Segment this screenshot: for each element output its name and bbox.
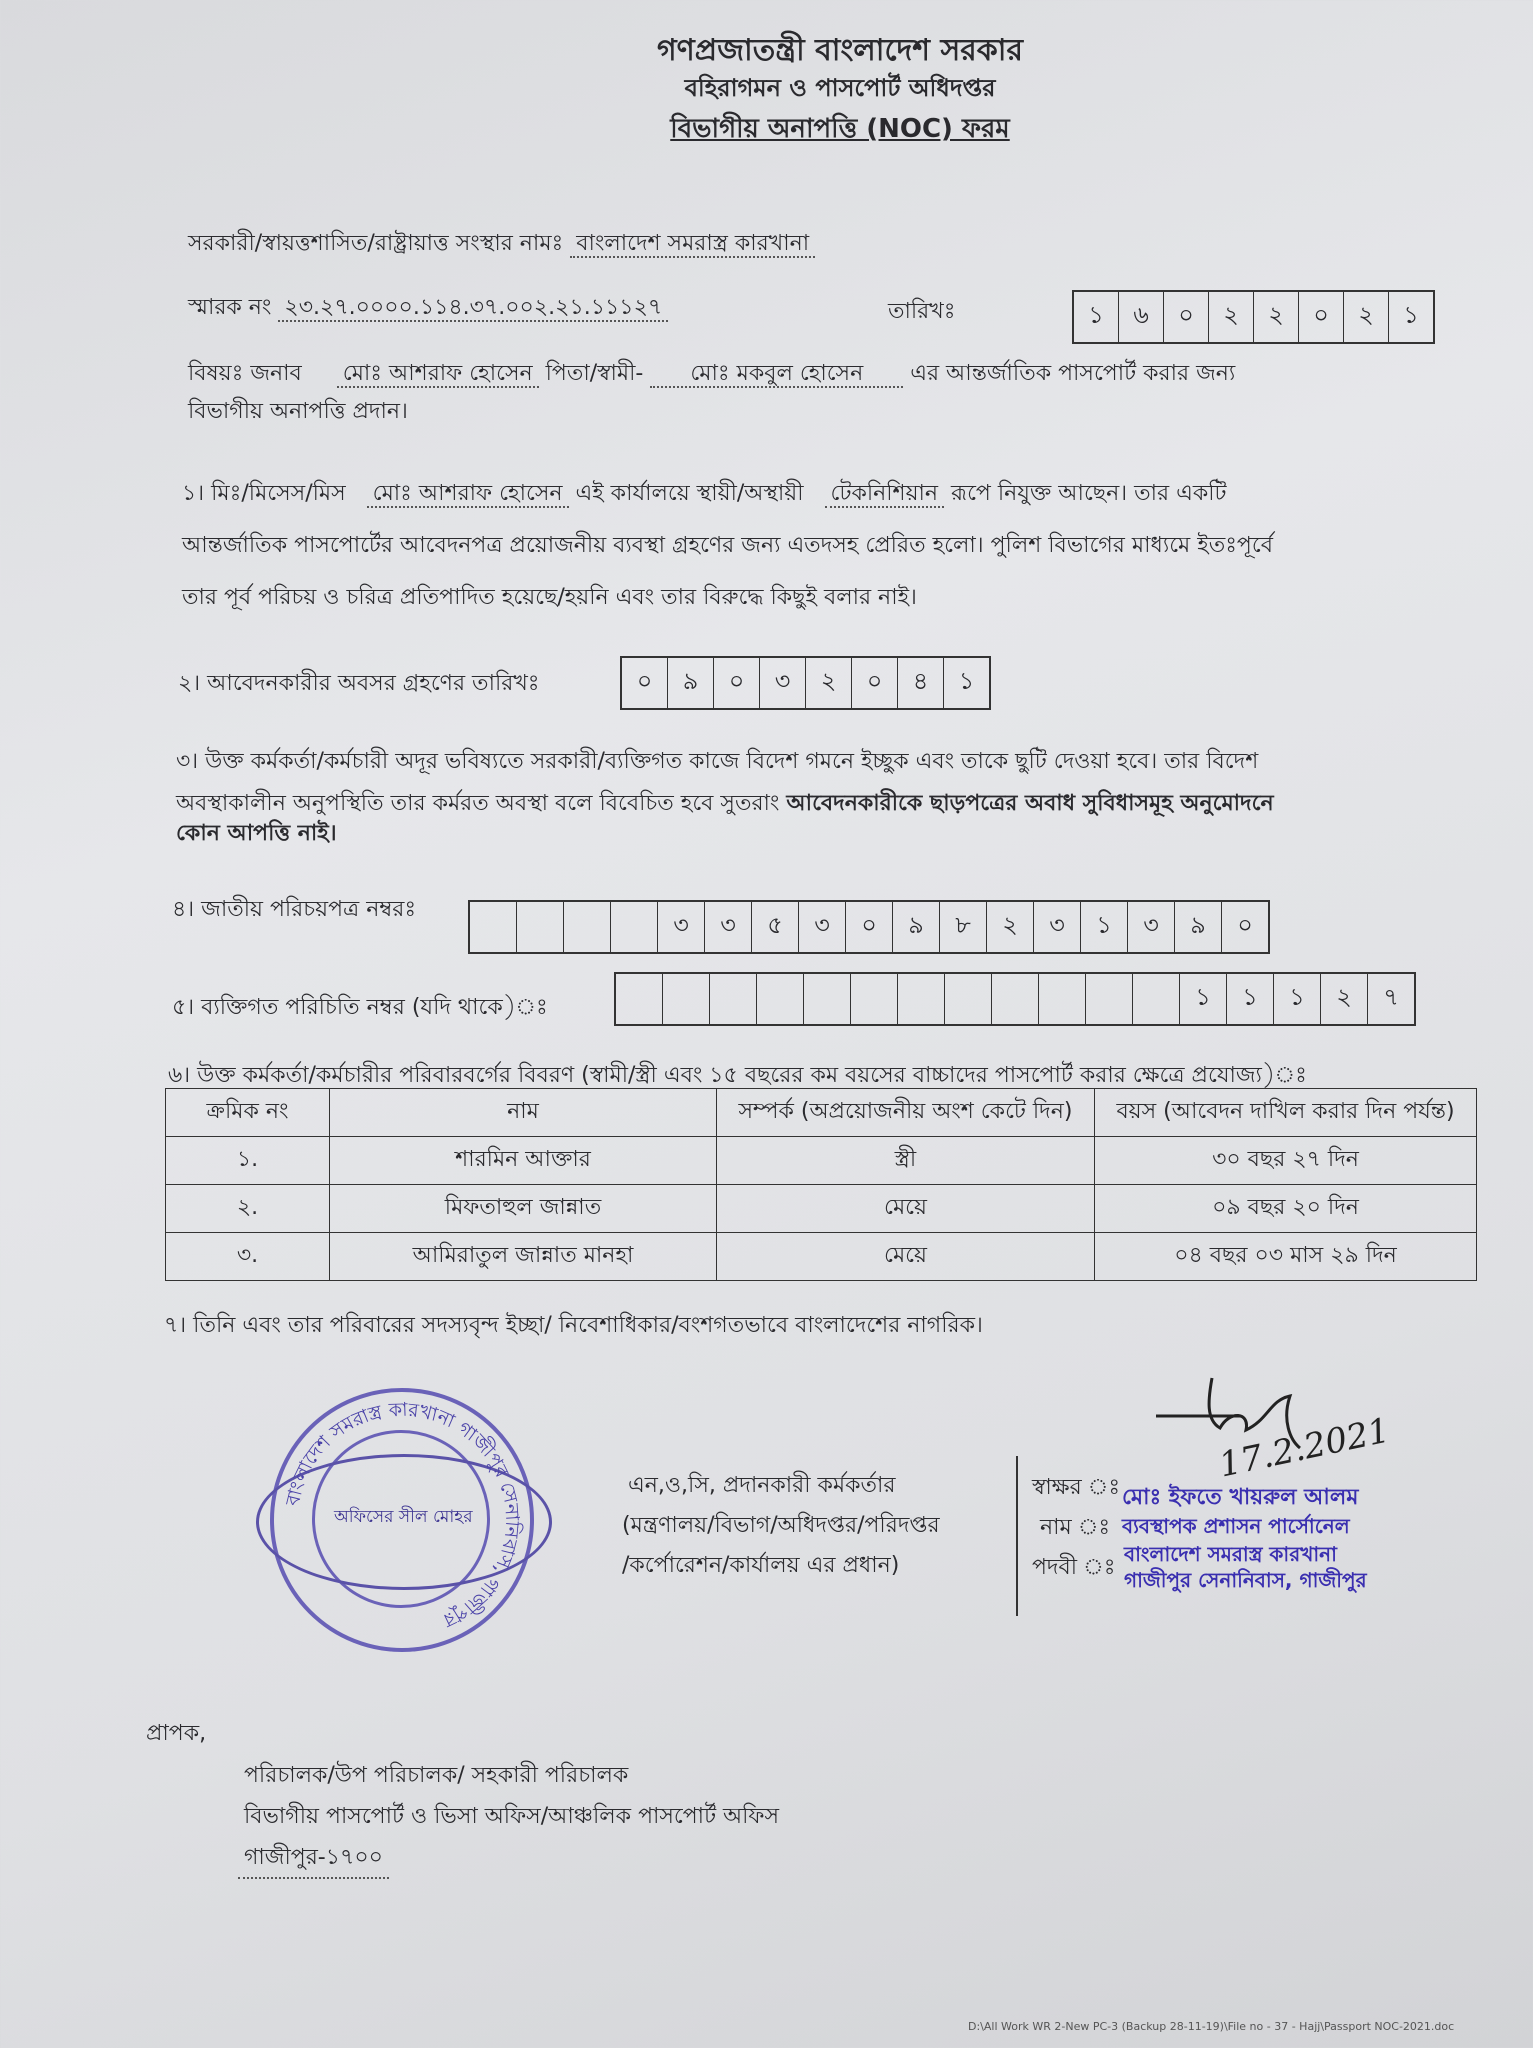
para1-name: মোঃ আশরাফ হোসেন	[367, 481, 569, 508]
table-row	[166, 1233, 1477, 1281]
digit-box: ১	[1274, 974, 1321, 1024]
digit-box	[564, 902, 611, 952]
cell-age: ৩০ বছর ২৭ দিন	[1095, 1137, 1477, 1185]
digit-box: ০	[1237, 911, 1253, 939]
subject-suffix: এর আন্তর্জাতিক পাসপোর্ট করার জন্য	[910, 361, 1236, 386]
officer-line1: এন,ও,সি, প্রদানকারী কর্মকর্তার	[628, 1473, 896, 1498]
cell-serial: ৩.	[166, 1233, 330, 1281]
digit-box	[616, 974, 663, 1024]
col-name: নাম	[330, 1089, 717, 1137]
digit-box	[945, 974, 992, 1024]
memo-label: স্মারক নং	[188, 295, 272, 320]
subject-name: মোঃ আশরাফ হোসেন	[337, 361, 539, 388]
date-boxes	[1072, 290, 1435, 344]
digit-box: ২	[1344, 292, 1389, 342]
digit-box	[1039, 974, 1086, 1024]
recipient-line2: বিভাগীয় পাসপোর্ট ও ভিসা অফিস/আঞ্চলিক পাসপোর্ট অফিস	[244, 1804, 780, 1829]
digit-box: ৩	[705, 902, 752, 952]
digit-box	[804, 974, 851, 1024]
para1-post: টেকনিশিয়ান	[825, 481, 945, 508]
para1-prefix: ১। মিঃ/মিসেস/মিস	[182, 481, 346, 506]
digit-box	[611, 902, 658, 952]
recipient-line3: গাজীপুর-১৭০০	[238, 1840, 389, 1879]
para3-line3: কোন আপত্তি নাই।	[176, 821, 337, 846]
header-department: বহিরাগমন ও পাসপোর্ট অধিদপ্তর	[684, 74, 996, 102]
father-name: মোঃ মকবুল হোসেন	[650, 361, 903, 388]
digit-box: ১	[958, 667, 975, 695]
seal-designation: ব্যবস্থাপক প্রশাসন পার্সোনেল	[1122, 1514, 1350, 1538]
para3-line2b: আবেদনকারীকে ছাড়পত্রের অবাধ সুবিধাসমূহ অনুমোদনে	[786, 791, 1274, 816]
retirement-date-boxes	[620, 656, 991, 710]
digit-box: ০	[1299, 292, 1344, 342]
digit-box: ১	[1081, 902, 1128, 952]
table-header-row	[166, 1089, 1477, 1137]
digit-box: ২	[806, 658, 852, 708]
org-label: সরকারী/স্বায়ত্তশাসিত/রাষ্ট্রায়াত্ত সংস্থার নামঃ	[188, 231, 564, 256]
digit-box: ৫	[752, 902, 799, 952]
org-line	[188, 226, 815, 263]
digit-box	[663, 974, 710, 1024]
header-government: গণপ্রজাতন্ত্রী বাংলাদেশ সরকার	[657, 33, 1023, 68]
subject-label: বিষয়ঃ জনাব	[188, 361, 302, 386]
para3-line1: ৩। উক্ত কর্মকর্তা/কর্মচারী অদূর ভবিষ্যতে সরকারী/ব্যক্তিগত কাজে বিদেশ গমনে ইচ্ছুক এবং তাকে ছুটি দেওয়া হবে। তার বিদেশ	[176, 749, 1259, 774]
para4-label: ৪। জাতীয় পরিচয়পত্র নম্বরঃ	[172, 897, 417, 922]
digit-box: ২	[987, 902, 1034, 952]
digit-box: ৩	[1128, 902, 1175, 952]
digit-box: ৯	[1175, 902, 1222, 952]
digit-box: ০	[1164, 292, 1209, 342]
table-row	[166, 1185, 1477, 1233]
name-label: নাম ঃ	[1040, 1515, 1111, 1540]
digit-box	[898, 974, 945, 1024]
memo-line	[188, 290, 668, 327]
digit-box	[470, 902, 517, 952]
digit-box: ৩	[658, 902, 705, 952]
col-age: বয়স (আবেদন দাখিল করার দিন পর্যন্ত)	[1095, 1089, 1477, 1137]
col-serial: ক্রমিক নং	[166, 1089, 330, 1137]
cell-age: ০৪ বছর ০৩ মাস ২৯ দিন	[1095, 1233, 1477, 1281]
svg-text:বাংলাদেশ সমরাস্ত্র কারখানা গাজ: বাংলাদেশ সমরাস্ত্র কারখানা গাজীপুর সেনানিবাস, গাজীপুর	[281, 1398, 524, 1632]
cell-age: ০৯ বছর ২০ দিন	[1095, 1185, 1477, 1233]
family-table	[165, 1088, 1477, 1281]
digit-box: ৪	[898, 658, 944, 708]
digit-box: ২	[1209, 292, 1254, 342]
designation-label: পদবী ঃ	[1032, 1555, 1116, 1580]
digit-box: ৩	[799, 902, 846, 952]
seal-name: মোঃ ইফতে খায়রুল আলম	[1122, 1485, 1359, 1510]
digit-box	[1133, 974, 1180, 1024]
para1-line2: আন্তর্জাতিক পাসপোর্টের আবেদনপত্র প্রয়োজনীয় ব্যবস্থা গ্রহণের জন্য এতদসহ প্রেরিত হলো। পুলিশ বিভাগের মাধ্যমে ইতঃপূর্বে	[182, 533, 1273, 558]
digit-box: ৯	[668, 658, 714, 708]
digit-box	[851, 974, 898, 1024]
office-seal-stamp	[270, 1388, 534, 1652]
father-label: পিতা/স্বামী-	[545, 361, 644, 386]
digit-box: ৮	[940, 902, 987, 952]
para3-line2	[176, 786, 1274, 823]
digit-box	[517, 902, 564, 952]
digit-box	[1086, 974, 1133, 1024]
digit-box: ০	[714, 658, 760, 708]
table-row	[166, 1137, 1477, 1185]
header-form-title: বিভাগীয় অনাপত্তি (NOC) ফরম	[670, 114, 1010, 144]
recipient-line1: পরিচালক/উপ পরিচালক/ সহকারী পরিচালক	[244, 1763, 629, 1788]
signature-divider	[1016, 1456, 1018, 1616]
cell-relation: স্ত্রী	[717, 1137, 1095, 1185]
para5-label: ৫। ব্যক্তিগত পরিচিতি নম্বর (যদি থাকে)ঃ	[172, 995, 548, 1020]
para3-line2a: অবস্থাকালীন অনুপস্থিতি তার কর্মরত অবস্থা বলে বিবেচিত হবে সুতরাং	[176, 791, 787, 816]
digit-box	[710, 974, 757, 1024]
cell-serial: ১.	[166, 1137, 330, 1185]
para6-label: ৬। উক্ত কর্মকর্তা/কর্মচারীর পরিবারবর্গের বিবরণ (স্বামী/স্ত্রী এবং ১৫ বছরের কম বয়সের বাচ্চাদের পাসপোর্ট করার ক্ষেত্রে প্রযোজ্য)ঃ	[168, 1063, 1307, 1088]
para1-suffix: রূপে নিযুক্ত আছেন। তার একটি	[951, 481, 1227, 506]
para1-line3: তার পূর্ব পরিচয় ও চরিত্র প্রতিপাদিত হয়েছে/হয়নি এবং তার বিরুদ্ধে কিছুই বলার নাই।	[182, 585, 917, 610]
recipient-label: প্রাপক,	[146, 1721, 207, 1746]
nid-boxes	[468, 900, 1270, 954]
date-label: তারিখঃ	[888, 299, 956, 324]
para2-label: ২। আবেদনকারীর অবসর গ্রহণের তারিখঃ	[178, 671, 540, 696]
digit-box: ৯	[893, 902, 940, 952]
cell-name: আমিরাতুল জান্নাত মানহা	[330, 1233, 717, 1281]
officer-line3: /কর্পোরেশন/কার্যালয় এর প্রধান)	[622, 1553, 900, 1578]
cell-name: মিফতাহুল জান্নাত	[330, 1185, 717, 1233]
cell-name: শারমিন আক্তার	[330, 1137, 717, 1185]
personal-id-boxes	[614, 972, 1416, 1026]
seal-inner-text: অফিসের সীল মোহর	[334, 1507, 473, 1527]
digit-box: ০	[852, 658, 898, 708]
digit-box: ৭	[1383, 983, 1399, 1011]
officer-line2: (মন্ত্রণালয়/বিভাগ/অধিদপ্তর/পরিদপ্তর	[622, 1513, 940, 1538]
cell-relation: মেয়ে	[717, 1185, 1095, 1233]
digit-box: ৩	[760, 658, 806, 708]
digit-box: ৬	[1119, 292, 1164, 342]
digit-box: ২	[1254, 292, 1299, 342]
seal-org: বাংলাদেশ সমরাস্ত্র কারখানা	[1124, 1542, 1337, 1566]
cell-serial: ২.	[166, 1185, 330, 1233]
digit-box: ০	[622, 658, 668, 708]
digit-box	[757, 974, 804, 1024]
org-value: বাংলাদেশ সমরাস্ত্র কারখানা	[570, 231, 815, 258]
digit-box: ২	[1321, 974, 1368, 1024]
para1-mid: এই কার্যালয়ে স্থায়ী/অস্থায়ী	[575, 481, 804, 506]
digit-box: ১	[1074, 292, 1119, 342]
memo-value: ২৩.২৭.০০০০.১১৪.৩৭.০০২.২১.১১১২৭	[278, 295, 668, 322]
subject-line2: বিভাগীয় অনাপত্তি প্রদান।	[188, 399, 408, 424]
para1-line1	[182, 476, 1227, 513]
para7: ৭। তিনি এবং তার পরিবারের সদস্যবৃন্দ ইচ্ছা/ নিবেশাধিকার/বংশগতভাবে বাংলাদেশের নাগরিক।	[164, 1313, 983, 1338]
digit-box: ১	[1180, 974, 1227, 1024]
sign-label: স্বাক্ষর ঃ	[1032, 1475, 1121, 1500]
digit-box: ০	[846, 902, 893, 952]
seal-address: গাজীপুর সেনানিবাস, গাজীপুর	[1124, 1568, 1367, 1592]
digit-box: ১	[1403, 301, 1419, 329]
subject-line	[188, 356, 1235, 393]
footer-file-path: D:\All Work WR 2-New PC-3 (Backup 28-11-19)\File no - 37 - Hajj\Passport NOC-2021.doc	[968, 2020, 1455, 2033]
col-relation: সম্পর্ক (অপ্রয়োজনীয় অংশ কেটে দিন)	[717, 1089, 1095, 1137]
digit-box	[992, 974, 1039, 1024]
handwritten-date: 17.2.2021	[1215, 1410, 1394, 1486]
cell-relation: মেয়ে	[717, 1233, 1095, 1281]
digit-box: ১	[1227, 974, 1274, 1024]
digit-box: ৩	[1034, 902, 1081, 952]
